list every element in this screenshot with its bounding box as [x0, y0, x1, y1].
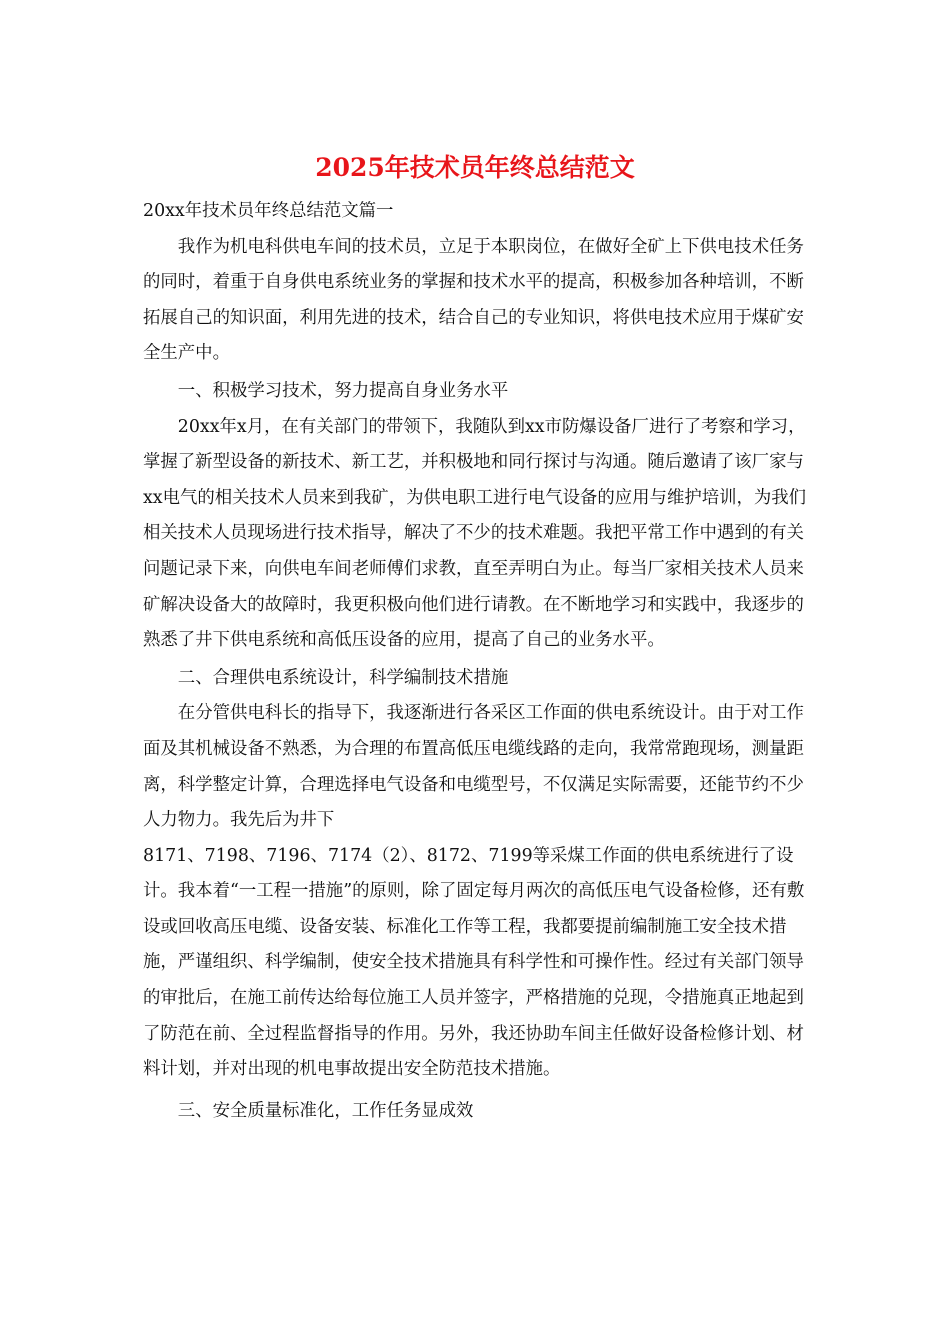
- section-heading-3: 三、安全质量标准化，工作任务显成效: [177, 1100, 474, 1121]
- paragraph-section-2b: 8171、7198、7196、7174（2）、8172、7199等采煤工作面的供电系统进行了设计。我本着“一工程一措施”的原则，除了固定每月两次的高低压电气设备检修，还有敷设或回收高压电缆、设备安装、标准化工作等工程，我都要提前编制施工安全技术措施，严谨组织、科学编制，使安全技术措施具有科学性和可操作性。经过有关部门领导的审批后，在施工前传达给每位施工人员并签字，严格措施的兑现，令措施真正地起到了防范在前、全过程监督指导的作用。另外，我还协助车间主任做好设备检修计划、材料计划，并对出现的机电事故提出安全防范技术措施。: [143, 845, 805, 1080]
- document-body: [143, 194, 811, 1129]
- section-heading-2: 二、合理供电系统设计，科学编制技术措施: [177, 667, 509, 688]
- paragraph-intro: 我作为机电科供电车间的技术员，立足于本职岗位，在做好全矿上下供电技术任务的同时，着重于自身供电系统业务的掌握和技术水平的提高，积极参加各种培训，不断拓展自己的知识面，利用先进的技术，结合自己的专业知识，将供电技术应用于煤矿安全生产中。: [143, 236, 804, 364]
- document-subtitle: 20xx年技术员年终总结范文篇一: [143, 201, 394, 221]
- document-title: 2025年技术员年终总结范文: [315, 153, 635, 182]
- paragraph-section-1: 20xx年x月，在有关部门的带领下，我随队到xx市防爆设备厂进行了考察和学习，掌握了新型设备的新技术、新工艺，并积极地和同行探讨与沟通。随后邀请了该厂家与xx电气的相关技术人员来到我矿，为供电职工进行电气设备的应用与维护培训，为我们相关技术人员现场进行技术指导，解决了不少的技术难题。我把平常工作中遇到的有关问题记录下来，向供电车间老师傅们求教，直至弄明白为止。每当厂家相关技术人员来矿解决设备大的故障时，我更积极向他们进行请教。在不断地学习和实践中，我逐步的熟悉了井下供电系统和高低压设备的应用，提高了自己的业务水平。: [143, 416, 807, 651]
- paragraph-section-2a: 在分管供电科长的指导下，我逐渐进行各采区工作面的供电系统设计。由于对工作面及其机械设备不熟悉，为合理的布置高低压电缆线路的走向，我常常跑现场，测量距离，科学整定计算，合理选择电气设备和电缆型号，不仅满足实际需要，还能节约不少人力物力。我先后为井下: [143, 703, 804, 831]
- section-heading-1: 一、积极学习技术，努力提高自身业务水平: [177, 380, 509, 401]
